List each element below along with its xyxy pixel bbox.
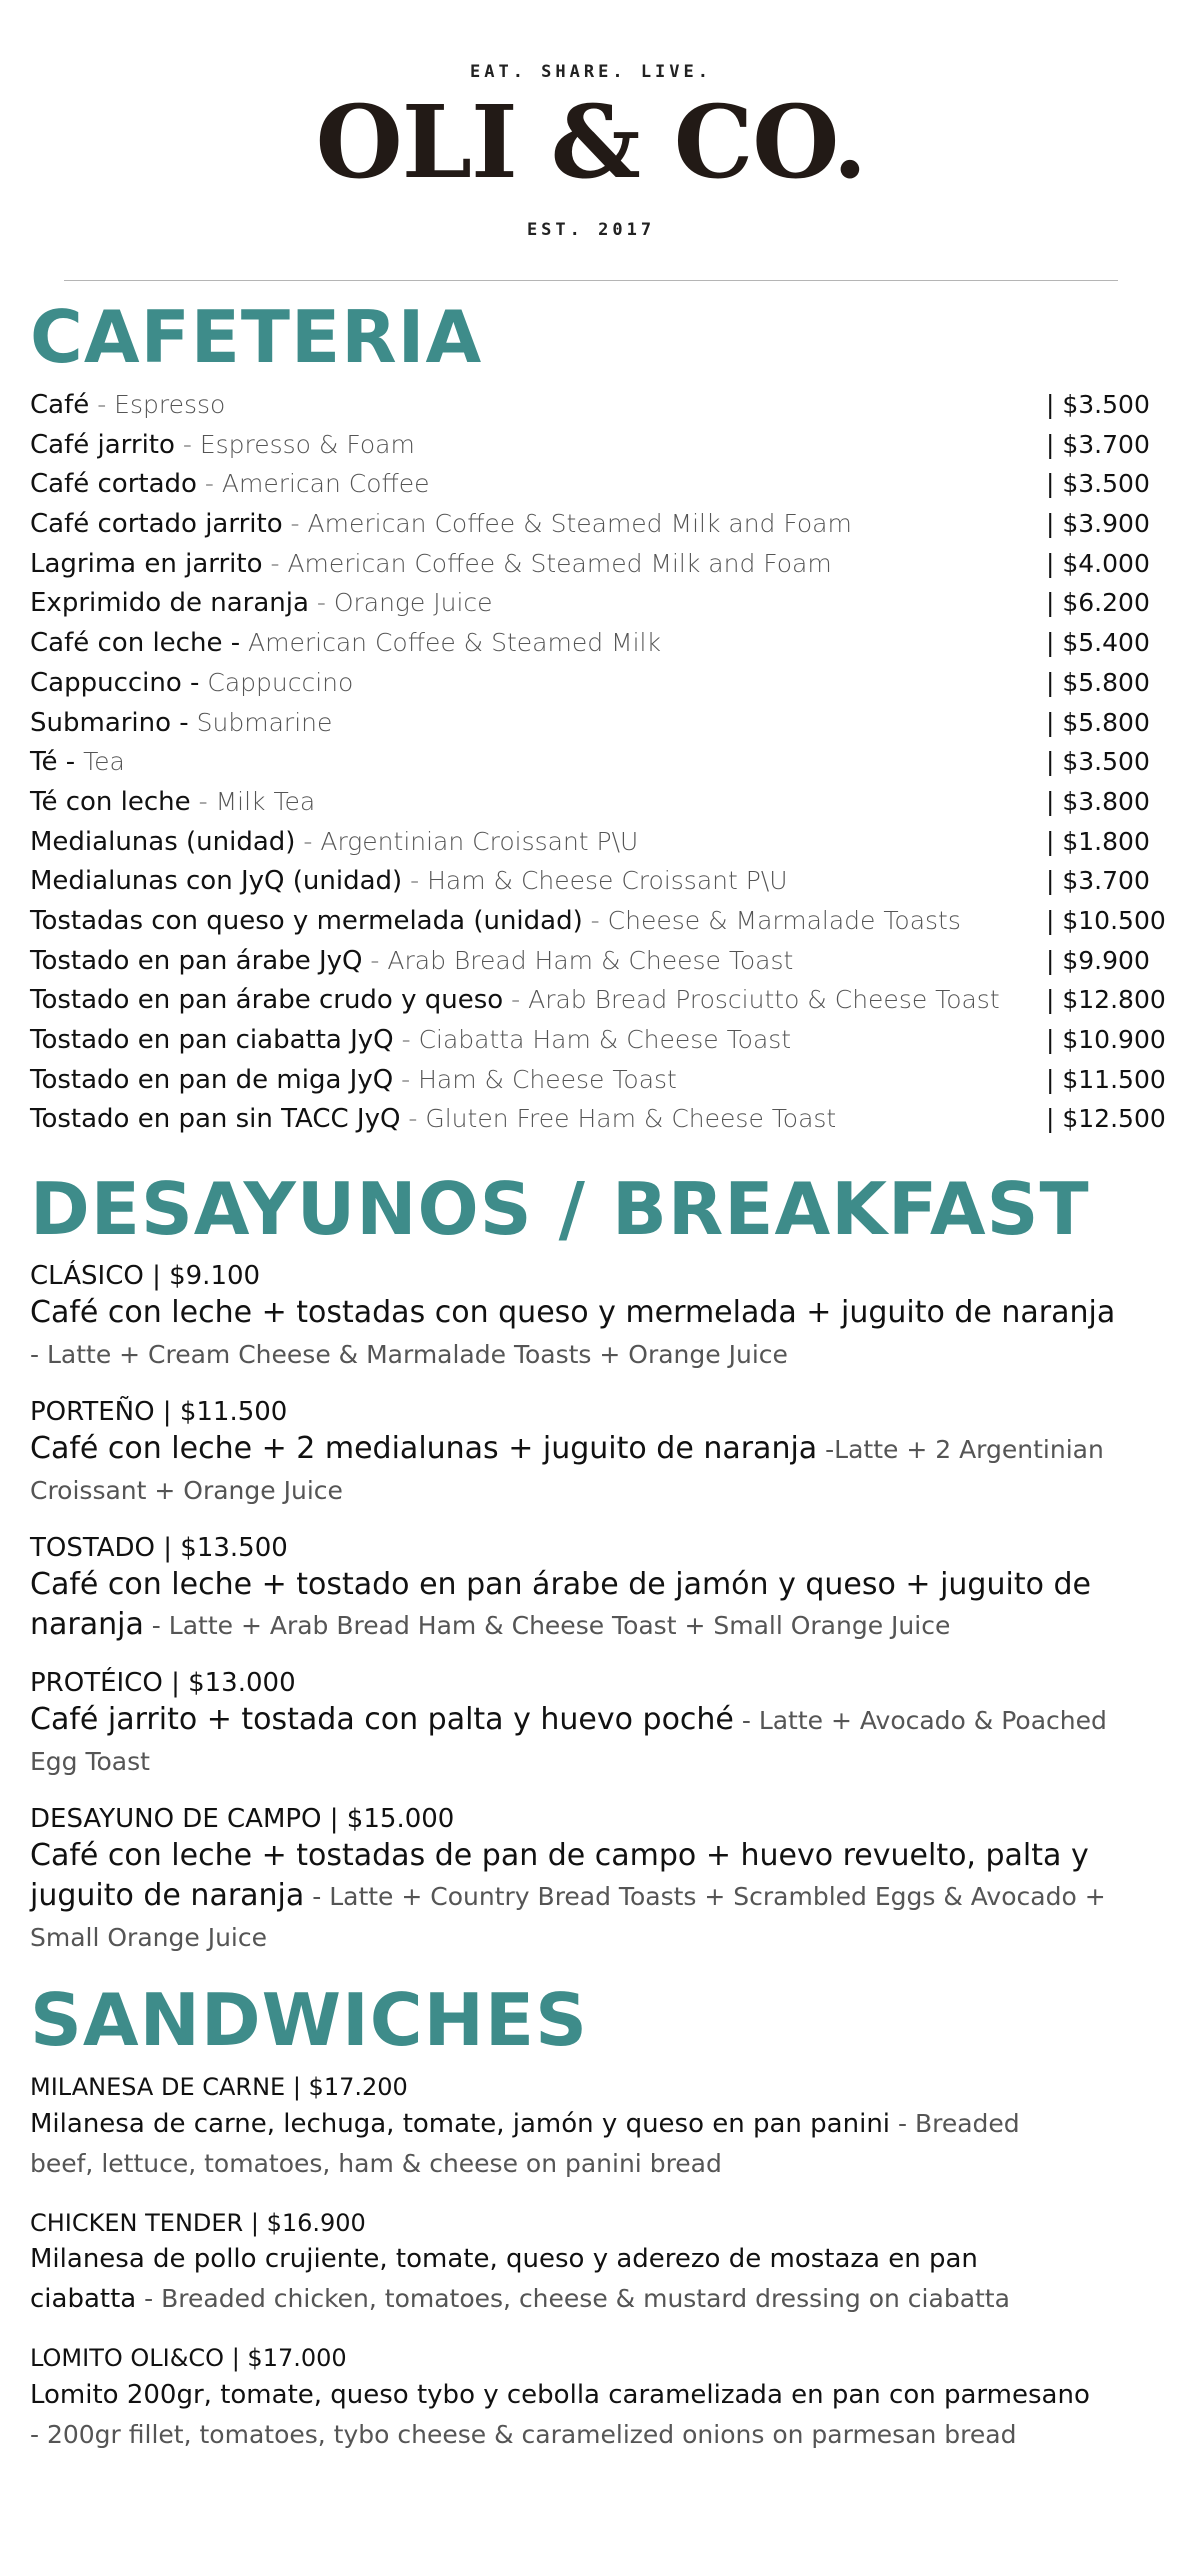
breakfast-item (30, 1666, 1154, 1782)
menu-item (30, 504, 1154, 544)
established-year: EST. 2017 (526, 220, 656, 240)
combo-main: Café con leche + tostadas con queso y mermelada + juguito de naranja (30, 1295, 1116, 1331)
combo-separator: - (733, 1706, 759, 1736)
menu-item (30, 980, 1166, 1020)
item-description: Arab Bread Prosciutto & Cheese Toast (528, 985, 1000, 1015)
item-separator: - (400, 1104, 426, 1134)
item-name: Tostado en pan sin TACC JyQ (30, 1104, 401, 1135)
item-price: | $9.900 (1046, 945, 1150, 975)
item-name: Medialunas (unidad) (30, 826, 296, 857)
item-price: | $5.800 (1046, 707, 1150, 737)
item-description: Espresso & Foam (199, 429, 415, 459)
menu-header (0, 0, 1182, 240)
breakfast-list (30, 1259, 1154, 1958)
item-name: Exprimido de naranja (30, 588, 309, 619)
combo-title: PROTÉICO | $13.000 (30, 1668, 296, 1699)
menu-item (30, 425, 1154, 465)
item-name: Tostado en pan árabe JyQ (30, 945, 363, 976)
menu-item (30, 1020, 1166, 1060)
item-description: Gluten Free Ham & Cheese Toast (425, 1104, 837, 1134)
item-name: Café (30, 390, 90, 420)
item-price: | $10.500 (1046, 905, 1166, 935)
sandwich-main: Milanesa de pollo crujiente, tomate, queso y aderezo de mostaza en pan ciabatta (30, 2244, 978, 2315)
item-price: | $6.200 (1046, 588, 1150, 618)
item-separator: - (393, 1064, 419, 1094)
item-price: | $5.400 (1046, 628, 1150, 658)
item-separator (240, 628, 248, 657)
combo-description: Latte + Avocado & Poached Egg Toast (30, 1706, 1107, 1777)
brand-logo: OLI & CO. (315, 83, 867, 201)
item-name: Café jarrito (30, 429, 175, 460)
item-description: American Coffee & Steamed Milk and Foam (287, 548, 832, 578)
combo-body (30, 1293, 1120, 1375)
menu-item (30, 623, 1154, 663)
menu-item (30, 385, 1154, 425)
item-name: Tostado en pan de miga JyQ (30, 1064, 394, 1095)
item-separator: - (503, 985, 529, 1015)
item-price: | $3.700 (1046, 429, 1150, 459)
combo-main: Café jarrito + tostada con palta y huevo poché (30, 1702, 734, 1738)
combo-separator: - (304, 1882, 330, 1912)
breakfast-item (30, 1259, 1154, 1375)
item-price: | $3.700 (1046, 866, 1150, 896)
cafeteria-list (30, 385, 1166, 1139)
combo-main: Café con leche + 2 medialunas + juguito de naranja (30, 1431, 818, 1467)
breakfast-section (0, 1167, 1182, 1958)
combo-title: DESAYUNO DE CAMPO | $15.000 (30, 1804, 455, 1835)
item-separator: - (174, 429, 200, 459)
combo-title: TOSTADO | $13.500 (30, 1533, 288, 1564)
item-name: Tostadas con queso y mermelada (unidad) (30, 905, 583, 936)
item-price: | $1.800 (1046, 826, 1150, 856)
item-separator (75, 747, 83, 776)
menu-item (30, 742, 1154, 782)
sandwich-title: MILANESA DE CARNE | $17.200 (30, 2073, 408, 2102)
breakfast-item (30, 1531, 1154, 1646)
item-separator: - (282, 509, 308, 539)
item-name: Tostado en pan árabe crudo y queso (30, 985, 504, 1016)
item-price: | $4.000 (1046, 548, 1150, 578)
menu-item (30, 822, 1154, 862)
combo-separator: - (817, 1435, 835, 1465)
breakfast-title: DESAYUNOS / BREAKFAST (30, 1167, 1090, 1252)
sandwich-title: LOMITO OLI&CO | $17.000 (30, 2344, 347, 2373)
item-name: Submarino - (30, 707, 189, 738)
header-divider (64, 280, 1118, 281)
combo-body (30, 1700, 1120, 1782)
item-price: | $3.500 (1046, 469, 1150, 499)
combo-description: Latte + 2 Argentinian Croissant + Orange Juice (30, 1435, 1104, 1506)
item-separator: - (190, 786, 216, 816)
sandwiches-list (30, 2070, 1154, 2455)
sandwich-item (30, 2070, 1154, 2184)
sandwich-body (30, 2375, 1090, 2455)
breakfast-item (30, 1395, 1154, 1511)
sandwich-main: Milanesa de carne, lechuga, tomate, jamón y queso en pan panini (30, 2109, 891, 2140)
item-description: American Coffee (221, 469, 430, 499)
tagline: EAT. SHARE. LIVE. (470, 62, 712, 82)
item-name: Cappuccino - (30, 667, 200, 698)
sandwich-item (30, 2206, 1154, 2319)
combo-separator: - (143, 1611, 169, 1641)
menu-item (30, 703, 1154, 743)
item-separator: - (393, 1025, 419, 1054)
item-description: Milk Tea (215, 786, 316, 816)
combo-main: Café con leche + tostado en pan árabe de jamón y queso + juguito de naranja (30, 1567, 1091, 1643)
item-description: Ciabatta Ham & Cheese Toast (418, 1025, 792, 1054)
sandwich-description: 200gr fillet, tomatoes, tybo cheese & caramelized onions on parmesan bread (46, 2420, 1017, 2450)
item-description: Cappuccino (207, 667, 354, 697)
item-separator: - (402, 866, 428, 896)
combo-body (30, 1565, 1120, 1646)
combo-body (30, 1429, 1120, 1511)
item-price: | $11.500 (1046, 1064, 1166, 1094)
item-name: Tostado en pan ciabatta JyQ (30, 1025, 394, 1055)
sandwich-body (30, 2240, 1090, 2319)
combo-body (30, 1836, 1120, 1958)
item-name: Café cortado jarrito (30, 509, 283, 540)
item-separator: - (262, 548, 288, 578)
item-name: Té - (30, 747, 76, 778)
sandwich-main: Lomito 200gr, tomate, queso tybo y cebolla caramelizada en pan con parmesano (30, 2380, 1090, 2411)
item-price: | $3.500 (1046, 390, 1150, 419)
item-price: | $3.500 (1046, 747, 1150, 777)
item-price: | $3.900 (1046, 509, 1150, 539)
item-name: Medialunas con JyQ (unidad) (30, 866, 403, 897)
item-description: Ham & Cheese Toast (418, 1064, 677, 1094)
sandwich-description: Breaded chicken, tomatoes, cheese & mustard dressing on ciabatta (161, 2284, 1010, 2314)
item-name: Café con leche - (30, 628, 241, 659)
item-name: Café cortado (30, 469, 197, 500)
item-separator: - (196, 469, 222, 499)
sandwich-item (30, 2341, 1154, 2455)
cafeteria-title: CAFETERIA (30, 295, 483, 379)
combo-description: Latte + Arab Bread Ham & Cheese Toast + Small Orange Juice (168, 1611, 951, 1641)
item-description: Orange Juice (333, 588, 493, 618)
item-separator: - (295, 826, 321, 856)
item-name: Lagrima en jarrito (30, 548, 263, 579)
menu-item (30, 464, 1154, 504)
item-description: Tea (83, 747, 125, 777)
item-separator: - (582, 905, 608, 935)
item-name: Té con leche (30, 786, 191, 817)
combo-title: PORTEÑO | $11.500 (30, 1397, 288, 1428)
item-price: | $5.800 (1046, 667, 1150, 697)
item-description: American Coffee & Steamed Milk (248, 628, 661, 658)
item-description: Espresso (114, 390, 226, 419)
item-separator: - (89, 390, 115, 419)
sandwich-description: Breaded beef, lettuce, tomatoes, ham & cheese on panini bread (30, 2109, 1020, 2179)
item-description: Ham & Cheese Croissant P\U (427, 866, 788, 896)
item-description: Submarine (196, 707, 333, 737)
item-separator: - (308, 588, 334, 618)
sandwich-separator: - (136, 2284, 162, 2314)
menu-item (30, 861, 1154, 901)
item-description: Cheese & Marmalade Toasts (607, 905, 961, 935)
breakfast-item (30, 1802, 1154, 1958)
item-separator (189, 708, 197, 737)
combo-separator: - (30, 1340, 47, 1370)
menu-item (30, 583, 1154, 623)
item-description: American Coffee & Steamed Milk and Foam (307, 509, 852, 539)
menu-item (30, 663, 1154, 703)
sandwich-body (30, 2104, 1090, 2184)
combo-title: CLÁSICO | $9.100 (30, 1261, 261, 1292)
menu-item (30, 901, 1166, 941)
item-price: | $12.800 (1046, 985, 1166, 1015)
sandwiches-section (0, 1978, 1182, 2455)
menu-item (30, 941, 1154, 981)
item-price: | $10.900 (1046, 1025, 1166, 1054)
menu-item (30, 1060, 1166, 1100)
menu-item (30, 544, 1154, 584)
cafeteria-section (0, 295, 1182, 1139)
item-description: Argentinian Croissant P\U (320, 826, 639, 856)
sandwich-separator: - (30, 2420, 47, 2450)
item-separator: - (362, 945, 388, 975)
combo-description: Latte + Country Bread Toasts + Scrambled Eggs & Avocado + Small Orange Juice (30, 1882, 1106, 1953)
combo-description: Latte + Cream Cheese & Marmalade Toasts + Orange Juice (46, 1340, 788, 1370)
sandwich-separator: - (890, 2109, 915, 2139)
menu-item (30, 782, 1154, 822)
item-price: | $12.500 (1046, 1104, 1166, 1134)
item-price: | $3.800 (1046, 786, 1150, 816)
menu-item (30, 1099, 1166, 1139)
sandwich-title: CHICKEN TENDER | $16.900 (30, 2209, 366, 2238)
item-description: Arab Bread Ham & Cheese Toast (387, 945, 794, 975)
sandwiches-title: SANDWICHES (30, 1978, 588, 2063)
combo-main: Café con leche + tostadas de pan de campo + huevo revuelto, palta y juguito de naranja (30, 1838, 1089, 1914)
